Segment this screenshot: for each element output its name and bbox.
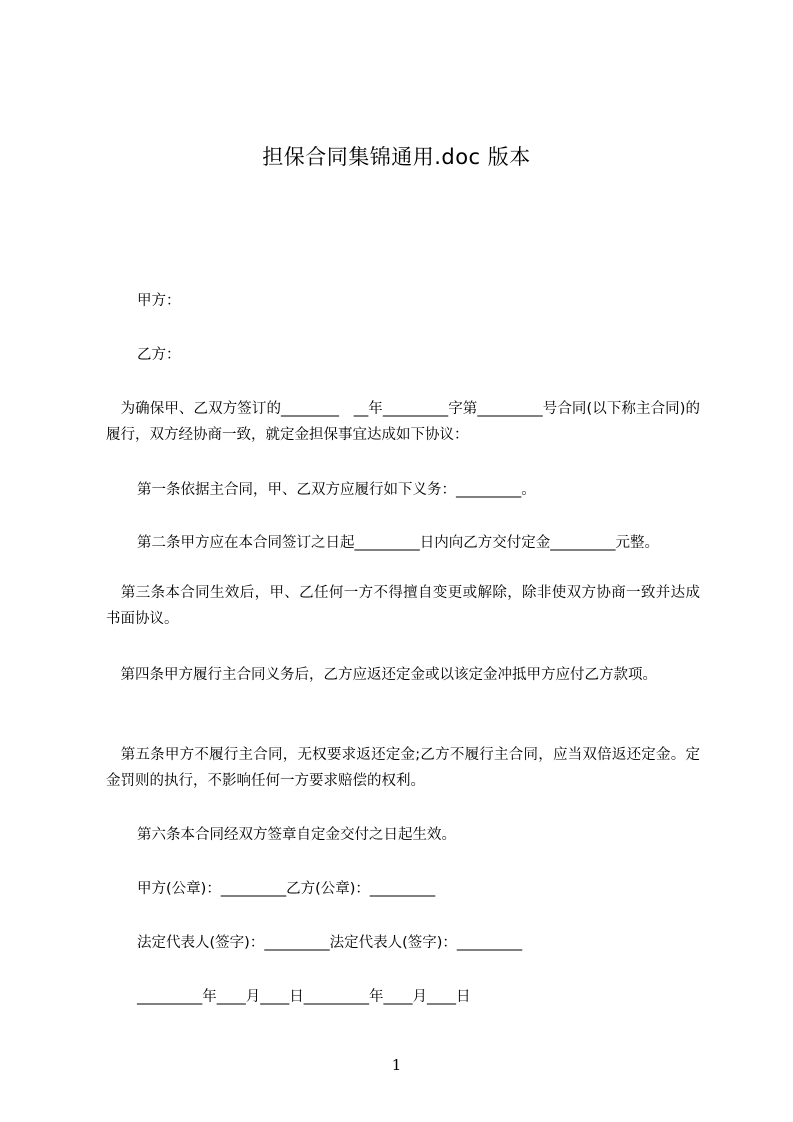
party-b-label: 乙方： xyxy=(137,347,181,363)
document-title: 担保合同集锦通用.doc 版本 xyxy=(262,145,531,169)
article-6: 第六条本合同经双方签章自定金交付之日起生效。 xyxy=(137,827,456,843)
date-line: _________年____月____日_________年____月____日 xyxy=(137,989,471,1005)
article-5: 第五条甲方不履行主合同，无权要求返还定金;乙方不履行主合同，应当双倍返还定金。定金罚则的执行，不影响任何一方要求赔偿的权利。 xyxy=(106,747,700,789)
representative-signature-line: 法定代表人(签字)：_________法定代表人(签字)：_________ xyxy=(137,935,523,951)
party-a-label: 甲方： xyxy=(137,293,181,309)
article-4: 第四条甲方履行主合同义务后，乙方应返还定金或以该定金冲抵甲方应付乙方款项。 xyxy=(106,667,657,683)
page-number: 1 xyxy=(391,1056,402,1074)
article-3: 第三条本合同生效后，甲、乙任何一方不得擅自变更或解除，除非使双方协商一致并达成书面协议。 xyxy=(106,585,700,627)
article-2: 第二条甲方应在本合同签订之日起_________日内向乙方交付定金_________元整。 xyxy=(137,535,659,551)
article-1: 第一条依据主合同，甲、乙双方应履行如下义务：_________。 xyxy=(137,482,536,498)
seal-signature-line: 甲方(公章)：_________乙方(公章)：_________ xyxy=(137,881,436,897)
intro-paragraph: 为确保甲、乙双方签订的________ __年_________字第_________号合同(以下称主合同)的履行，双方经协商一致，就定金担保事宜达成如下协议： xyxy=(106,401,700,443)
